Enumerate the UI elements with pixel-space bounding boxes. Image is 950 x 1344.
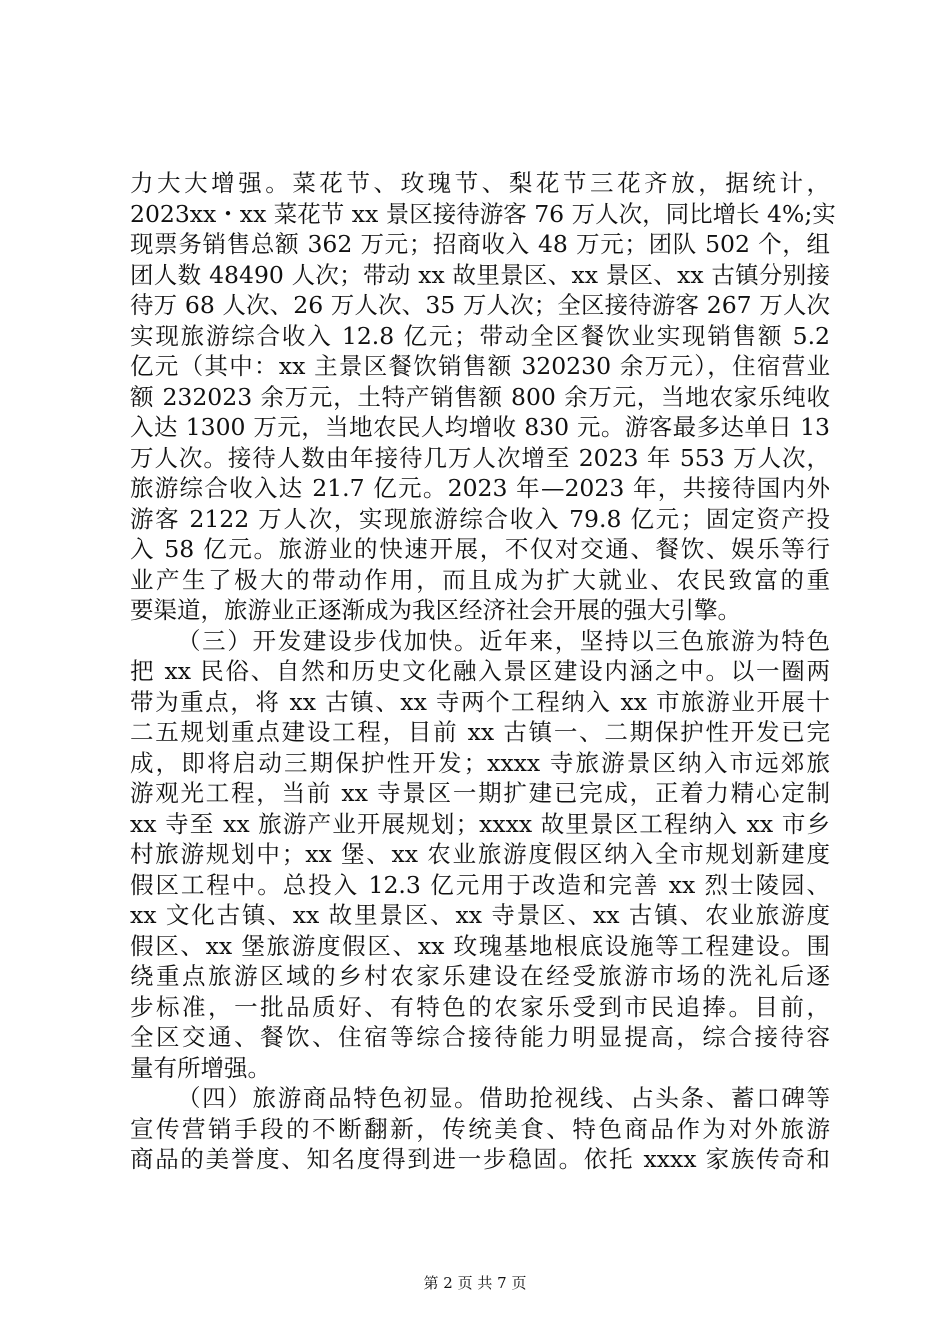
document-body	[130, 168, 836, 1175]
text-line: 2023xx・xx 菜花节 xx 景区接待游客 76 万人次，同比增长 4%;实	[130, 199, 836, 228]
text-line: 旅游综合收入达 21.7 亿元。2023 年—2023 年，共接待国内外	[130, 474, 830, 502]
paragraph-products	[130, 1083, 830, 1175]
page-number-footer: 第 2 页 共 7 页	[423, 1274, 527, 1292]
text-line: 要渠道，旅游业正逐渐成为我区经济社会开展的强大引擎。	[130, 596, 741, 624]
text-line: 假区、xx 堡旅游度假区、xx 玫瑰基地根底设施等工程建设。围	[130, 931, 830, 960]
text-line: 团人数 48490 人次；带动 xx 故里景区、xx 景区、xx 古镇分别接	[130, 260, 830, 289]
text-line: 宣传营销手段的不断翻新，传统美食、特色商品作为对外旅游	[130, 1114, 830, 1143]
paragraph-development	[130, 626, 830, 1084]
text-line: 把 xx 民俗、自然和历史文化融入景区建设内涵之中。以一圈两	[130, 657, 830, 685]
text-line: 入达 1300 万元，当地农民人均增收 830 元。游客最多达单日 13	[130, 413, 830, 441]
text-line: 游观光工程，当前 xx 寺景区一期扩建已完成，正着力精心定制	[130, 779, 830, 807]
text-line: 现票务销售总额 362 万元；招商收入 48 万元；团队 502 个，组	[130, 230, 830, 258]
text-line: xx 寺至 xx 旅游产业开展规划；xxxx 故里景区工程纳入 xx 市乡	[130, 809, 830, 838]
text-line: 力大大增强。菜花节、玫瑰节、梨花节三花齐放，据统计，	[130, 169, 830, 197]
text-line: 村旅游规划中；xx 堡、xx 农业旅游度假区纳入全市规划新建度	[130, 840, 830, 868]
text-line: 商品的美誉度、知名度得到进一步稳固。依托 xxxx 家族传奇和	[130, 1145, 830, 1173]
text-line: 业产生了极大的带动作用，而且成为扩大就业、农民致富的重	[130, 565, 830, 594]
text-line: 绕重点旅游区域的乡村农家乐建设在经受旅游市场的洗礼后逐	[130, 962, 830, 990]
text-line: 带为重点，将 xx 古镇、xx 寺两个工程纳入 xx 市旅游业开展十	[130, 687, 830, 716]
text-line: 成，即将启动三期保护性开发；xxxx 寺旅游景区纳入市远郊旅	[130, 748, 830, 777]
text-line: 全区交通、餐饮、住宿等综合接待能力明显提高，综合接待容	[130, 1023, 830, 1051]
text-line: 入 58 亿元。旅游业的快速开展，不仅对交通、餐饮、娱乐等行	[130, 535, 830, 563]
text-line: 假区工程中。总投入 12.3 亿元用于改造和完善 xx 烈士陵园、	[130, 870, 830, 899]
text-line: 亿元（其中：xx 主景区餐饮销售额 320230 余万元），住宿营业	[130, 352, 830, 380]
text-line: 二五规划重点建设工程，目前 xx 古镇一、二期保护性开发已完	[130, 718, 830, 746]
text-line: 步标准，一批品质好、有特色的农家乐受到市民追捧。目前，	[130, 992, 830, 1021]
text-line: 万人次。接待人数由年接待几万人次增至 2023 年 553 万人次，	[130, 443, 830, 472]
paragraph-heading-line: （四）旅游商品特色初显。借助抢视线、占头条、蓄口碑等	[177, 1084, 830, 1112]
text-line: xx 文化古镇、xx 故里景区、xx 寺景区、xx 古镇、农业旅游度	[130, 901, 830, 929]
text-line: 游客 2122 万人次，实现旅游综合收入 79.8 亿元；固定资产投	[130, 504, 830, 533]
text-line: 额 232023 余万元，土特产销售额 800 余万元，当地农家乐纯收	[130, 382, 830, 411]
paragraph-statistics	[130, 168, 836, 626]
text-line: 待万 68 人次、26 万人次、35 万人次；全区接待游客 267 万人次	[130, 291, 830, 319]
paragraph-heading-line: （三）开发建设步伐加快。近年来，坚持以三色旅游为特色	[177, 626, 830, 655]
text-line: 实现旅游综合收入 12.8 亿元；带动全区餐饮业实现销售额 5.2	[130, 321, 830, 350]
text-line: 量有所增强。	[130, 1053, 271, 1082]
